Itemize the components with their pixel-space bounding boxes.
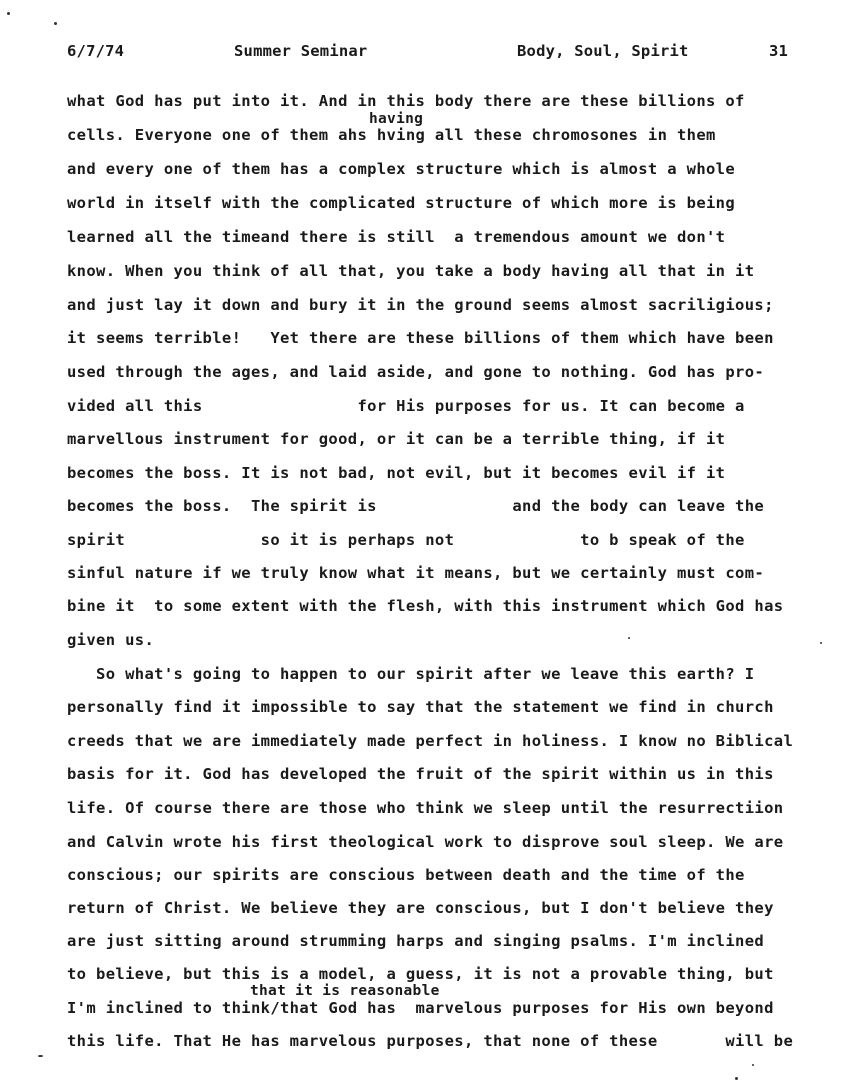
header-topic: Body, Soul, Spirit xyxy=(517,42,689,60)
text-line: world in itself with the complicated structure of which more is being xyxy=(67,194,736,212)
text-line: this life. That He has marvelous purposes, that none of these will be xyxy=(67,1032,794,1050)
scan-speck xyxy=(752,1064,754,1066)
text-line: it seems terrible! Yet there are these billions of them which have been xyxy=(67,329,774,347)
scan-speck xyxy=(735,1077,738,1080)
text-line: are just sitting around strumming harps and singing psalms. I'm inclined xyxy=(67,932,765,950)
text-line: given us. xyxy=(67,631,155,649)
text-line: becomes the boss. The spirit is and the body can leave the xyxy=(67,497,765,515)
scan-speck xyxy=(820,642,822,644)
text-line: conscious; our spirits are conscious between death and the time of the xyxy=(67,866,745,884)
text-line: life. Of course there are those who think we sleep until the resurrectiion xyxy=(67,799,784,817)
text-line: learned all the timeand there is still a tremendous amount we don't xyxy=(67,228,726,246)
text-line: return of Christ. We believe they are conscious, but I don't believe they xyxy=(67,899,774,917)
text-line: sinful nature if we truly know what it means, but we certainly must com- xyxy=(67,564,765,582)
text-line: what God has put into it. And in this body there are these billions of xyxy=(67,92,745,110)
text-line: So what's going to happen to our spirit after we leave this earth? I xyxy=(67,665,755,683)
header-page-number: 31 xyxy=(769,42,789,60)
inserted-word-having: having xyxy=(369,111,424,127)
text-line: and just lay it down and bury it in the ground seems almost sacriligious; xyxy=(67,296,774,314)
text-line: bine it to some extent with the flesh, with this instrument which God has xyxy=(67,597,784,615)
text-line: spirit so it is perhaps not to b speak of the xyxy=(67,531,745,549)
text-line: know. When you think of all that, you take a body having all that in it xyxy=(67,262,755,280)
text-line: becomes the boss. It is not bad, not evil, but it becomes evil if it xyxy=(67,464,726,482)
text-line: to believe, but this is a model, a guess, it is not a provable thing, but xyxy=(67,965,774,983)
text-line: basis for it. God has developed the fruit of the spirit within us in this xyxy=(67,765,774,783)
scan-speck xyxy=(628,637,630,639)
text-line: creeds that we are immediately made perfect in holiness. I know no Biblical xyxy=(67,732,794,750)
text-line: used through the ages, and laid aside, and gone to nothing. God has pro- xyxy=(67,363,765,381)
text-line: I'm inclined to think/that God has marvelous purposes for His own beyond xyxy=(67,999,774,1017)
header-series: Summer Seminar xyxy=(234,42,368,60)
scan-speck xyxy=(7,12,10,15)
text-line: vided all this for His purposes for us. It can become a xyxy=(67,397,745,415)
text-line: personally find it impossible to say that the statement we find in church xyxy=(67,698,774,716)
scan-speck xyxy=(54,22,57,25)
text-line: and every one of them has a complex structure which is almost a whole xyxy=(67,160,736,178)
scan-speck xyxy=(38,1055,43,1057)
text-line: marvellous instrument for good, or it can be a terrible thing, if it xyxy=(67,430,726,448)
inserted-phrase-reasonable: that it is reasonable xyxy=(250,983,440,999)
header-date: 6/7/74 xyxy=(67,42,125,60)
text-line: and Calvin wrote his first theological work to disprove soul sleep. We are xyxy=(67,833,784,851)
text-line: cells. Everyone one of them ahs hving all these chromosones in them xyxy=(67,126,716,144)
